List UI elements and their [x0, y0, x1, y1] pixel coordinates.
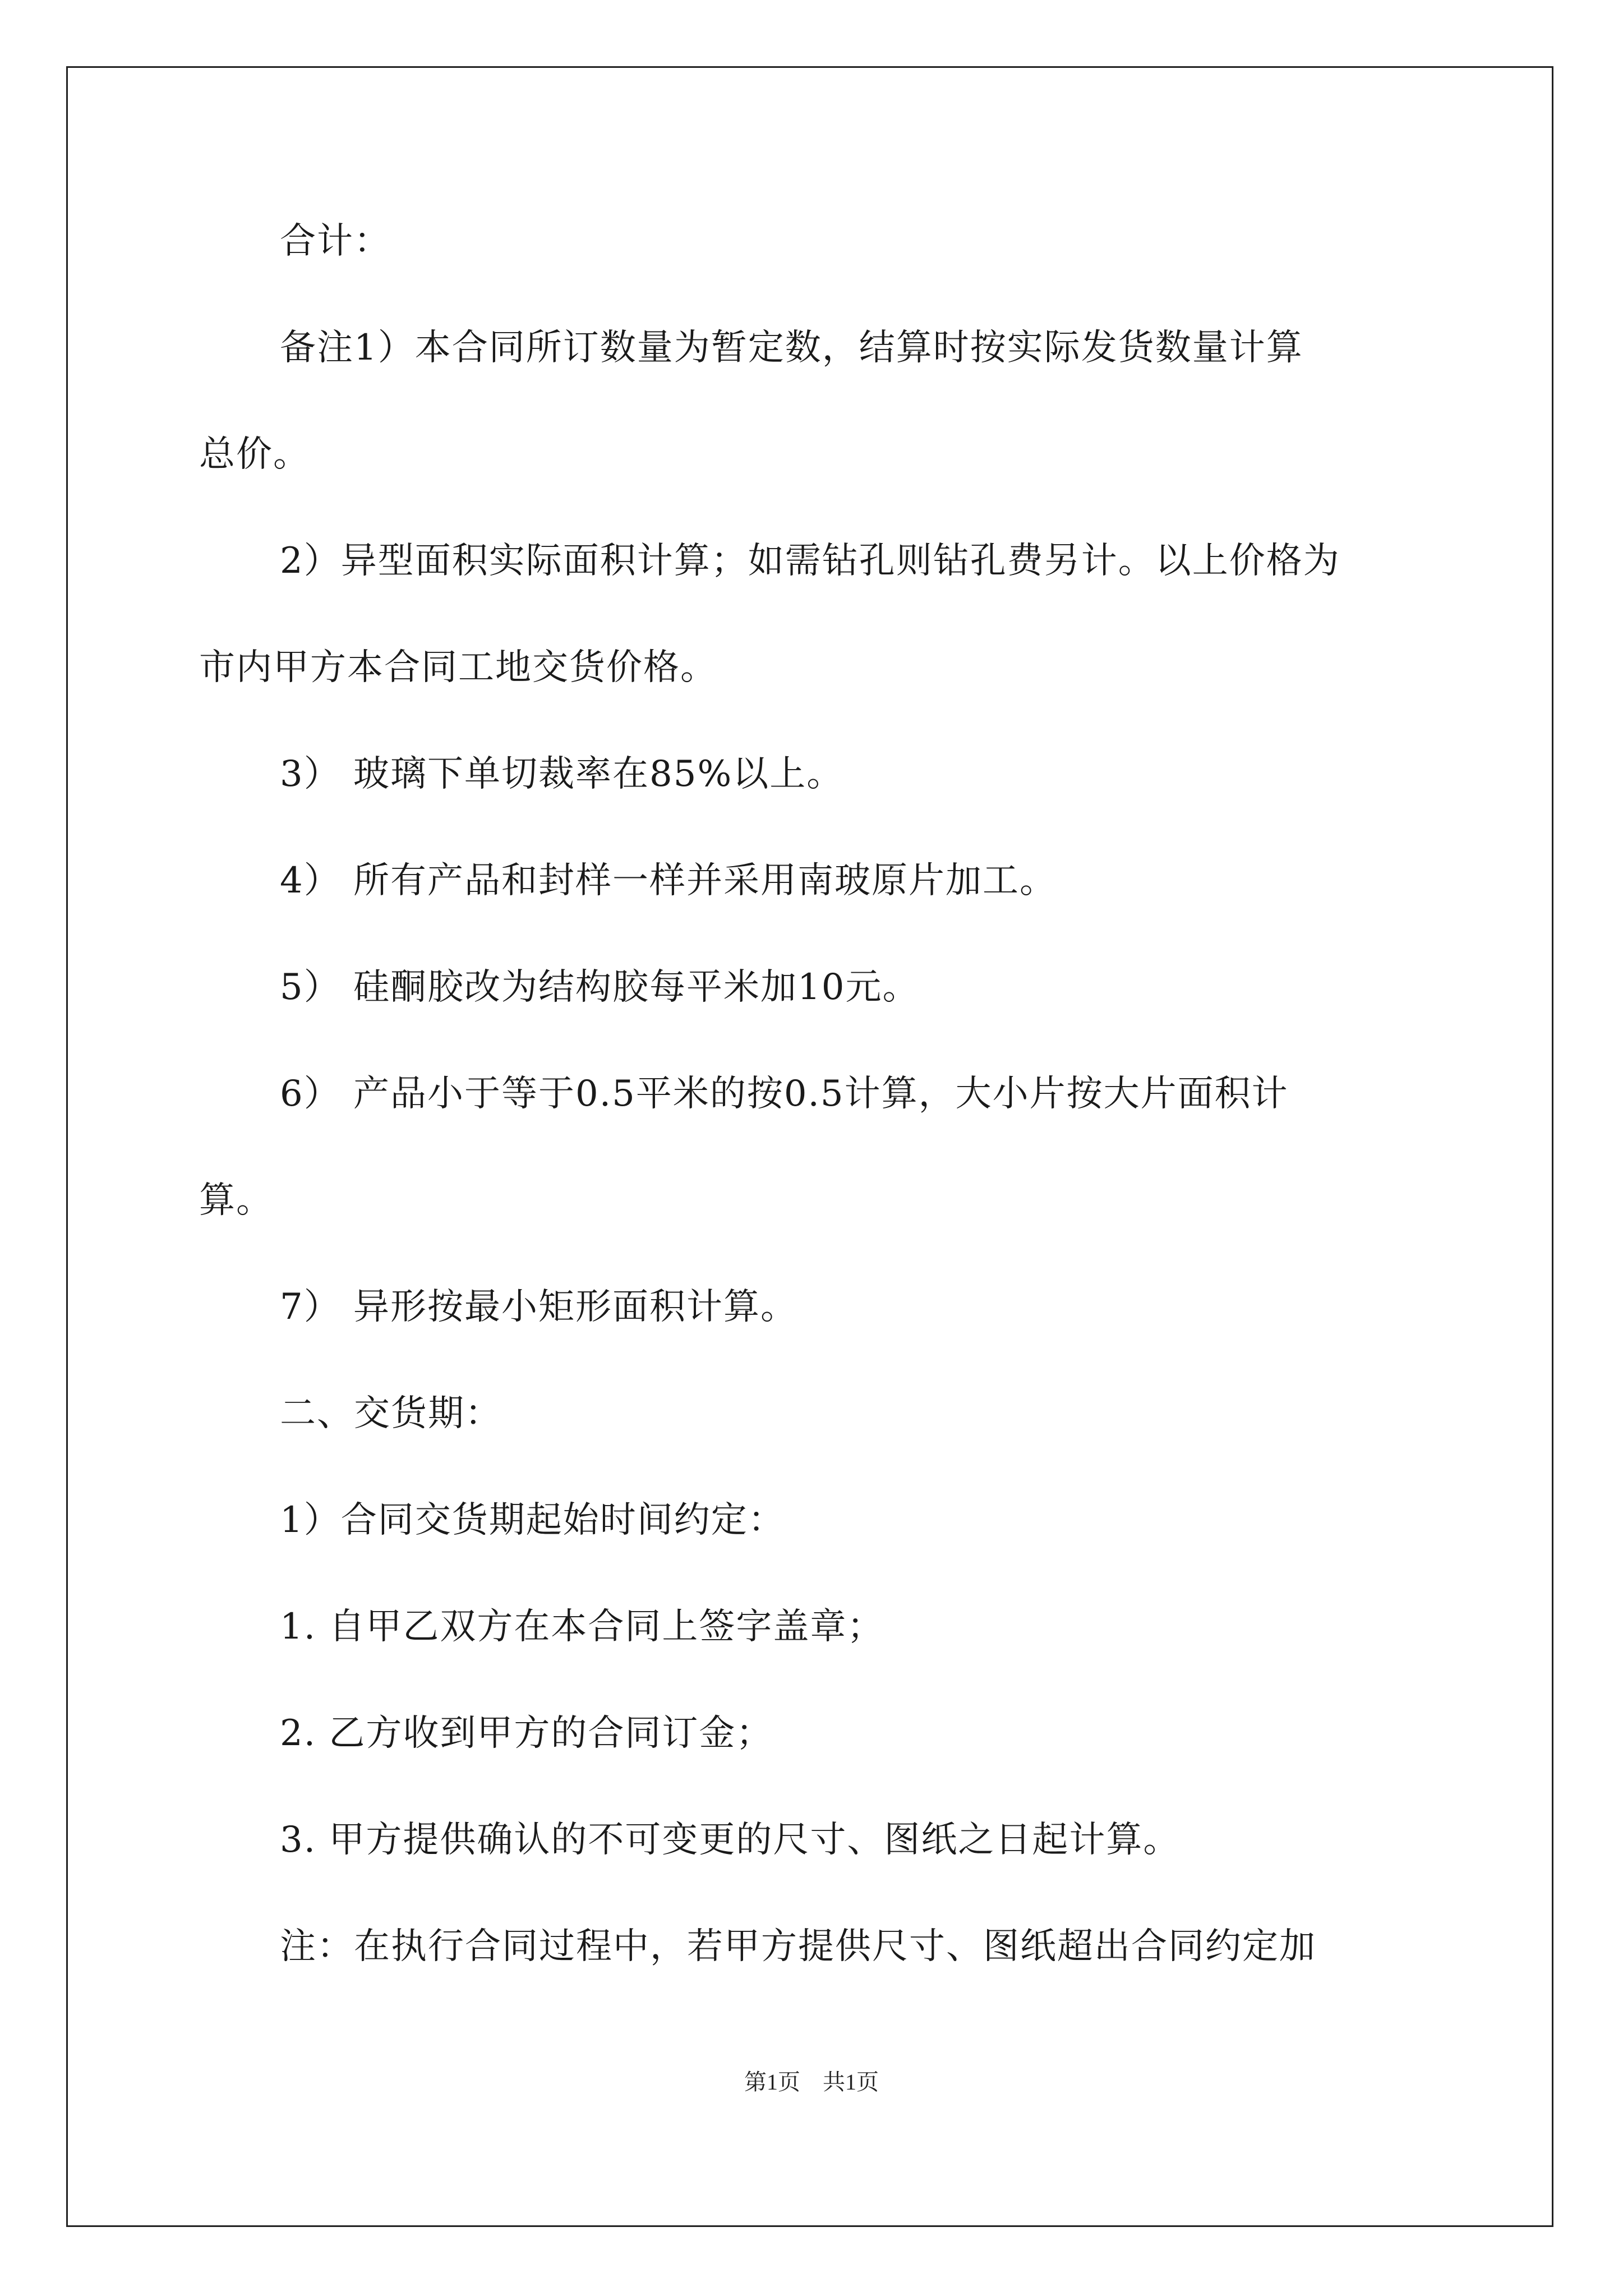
text-line: 算。 — [199, 1180, 273, 1221]
document-body — [199, 213, 1427, 2025]
text-line: 市内甲方本合同工地交货价格。 — [199, 647, 717, 688]
text-line: 5） 硅酮胶改为结构胶每平米加10元。 — [280, 967, 920, 1008]
text-line: 2）异型面积实际面积计算；如需钻孔则钻孔费另计。以上价格为 — [280, 540, 1340, 582]
page-number-footer: 第1页 共1页 — [744, 2069, 879, 2095]
text-line: 注：在执行合同过程中，若甲方提供尺寸、图纸超出合同约定加 — [280, 1926, 1316, 1967]
text-line: 6） 产品小于等于0.5平米的按0.5计算，大小片按大片面积计 — [280, 1073, 1289, 1115]
text-line: 7） 异形按最小矩形面积计算。 — [280, 1286, 798, 1328]
text-line: 2. 乙方收到甲方的合同订金； — [280, 1713, 773, 1754]
text-line: 1. 自甲乙双方在本合同上签字盖章； — [280, 1606, 884, 1648]
text-line: 4） 所有产品和封样一样并采用南玻原片加工。 — [280, 860, 1057, 901]
text-line: 合计： — [280, 220, 391, 262]
text-line: 3. 甲方提供确认的不可变更的尺寸、图纸之日起计算。 — [280, 1819, 1181, 1861]
text-line: 备注1）本合同所订数量为暂定数，结算时按实际发货数量计算 — [280, 327, 1303, 369]
section-heading: 二、交货期： — [280, 1393, 502, 1434]
text-line: 1）合同交货期起始时间约定： — [280, 1499, 785, 1541]
text-line: 3） 玻璃下单切裁率在85%以上。 — [280, 753, 844, 795]
text-line: 总价。 — [199, 434, 310, 475]
